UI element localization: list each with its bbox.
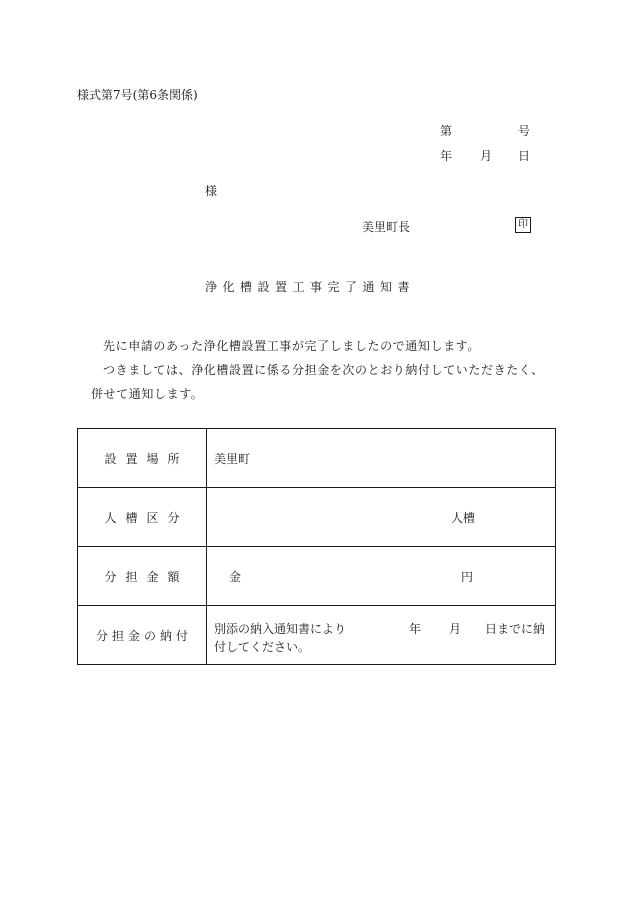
value-tank-capacity: [207, 488, 556, 547]
date-month-label: 月: [480, 149, 493, 163]
label-installation-location: [78, 429, 207, 488]
value-payment: [207, 606, 556, 665]
payment-month-label: 月: [449, 622, 462, 636]
label-contribution-amount: [78, 547, 207, 606]
label-text: 分担金額: [104, 569, 189, 584]
payment-text-line2: 付してください。: [214, 640, 311, 654]
document-number-prefix: 第: [440, 124, 453, 138]
value-contribution-amount: [207, 547, 556, 606]
addressee-suffix: 様: [205, 184, 218, 198]
document-number-suffix: 号: [518, 124, 531, 138]
value-installation-location: [207, 429, 556, 488]
date-year-label: 年: [440, 149, 453, 163]
label-tank-capacity: [78, 488, 207, 547]
amount-prefix: 金: [229, 570, 242, 584]
body-line-2: つきましては、浄化槽設置に係る分担金を次のとおり納付していただきたく、: [103, 363, 544, 377]
sender-name: 美里町長: [362, 220, 411, 234]
date-day-label: 日: [518, 149, 531, 163]
table-row: [78, 547, 556, 606]
body-line-3: 併せて通知します。: [91, 387, 204, 401]
table-row: [78, 606, 556, 665]
payment-text-after: 日までに納: [485, 622, 546, 636]
table-row: [78, 429, 556, 488]
body-line-1: 先に申請のあった浄化槽設置工事が完了しましたので通知します。: [103, 339, 480, 353]
label-text: 設置場所: [104, 451, 189, 466]
details-table: [77, 428, 556, 665]
payment-text-before: 別添の納入通知書により: [214, 622, 347, 636]
table-row: [78, 488, 556, 547]
location-town: 美里町: [214, 452, 251, 466]
amount-unit: 円: [461, 570, 474, 584]
capacity-unit: 人槽: [451, 511, 476, 525]
seal-mark: 印: [515, 217, 531, 233]
label-text: 分担金の納付: [95, 628, 192, 643]
document-title: 浄化槽設置工事完了通知書: [205, 280, 416, 294]
label-text: 人槽区分: [104, 510, 189, 525]
label-payment: [78, 606, 207, 665]
payment-year-label: 年: [409, 622, 422, 636]
form-number: 様式第7号(第6条関係): [77, 88, 198, 102]
